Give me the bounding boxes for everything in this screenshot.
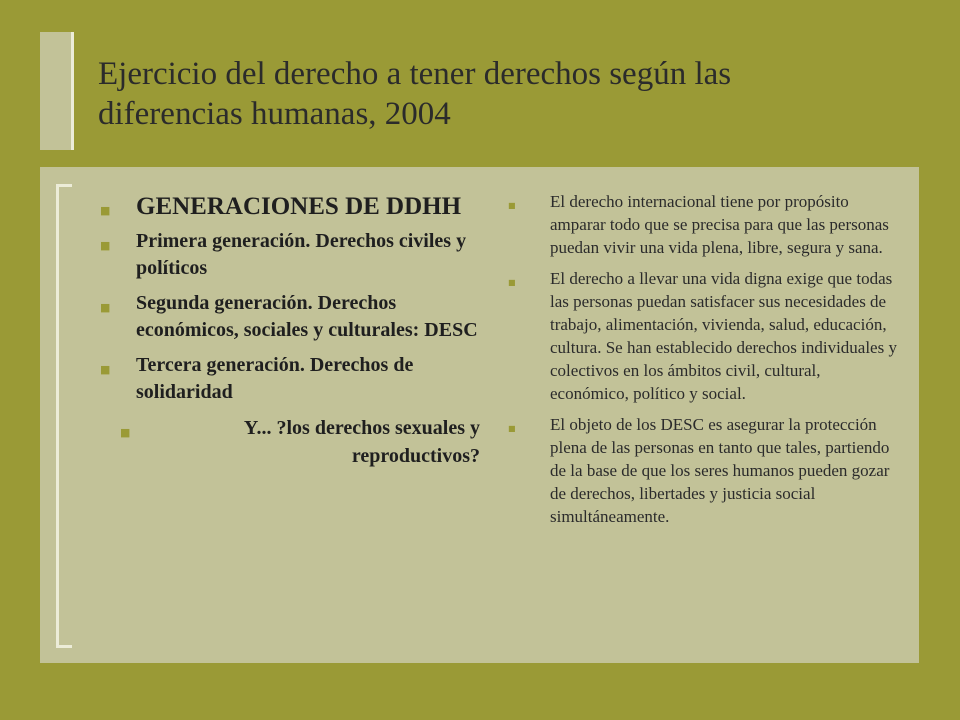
sub-list-item-text: Y... ?los derechos sexuales y reproductivos?: [243, 417, 480, 467]
list-item-text: Tercera generación. Derechos de solidaridad: [136, 354, 414, 403]
square-bullet-icon: ■: [100, 203, 111, 217]
square-bullet-icon: ■: [508, 200, 516, 210]
square-bullet-icon: ■: [100, 238, 111, 252]
right-column: [508, 190, 903, 536]
square-bullet-icon: ■: [120, 425, 131, 439]
title-line-2: diferencias humanas, 2004: [98, 96, 451, 132]
list-item: [100, 290, 480, 344]
slide-title: [98, 54, 938, 134]
square-bullet-icon: ■: [100, 362, 111, 376]
square-bullet-icon: ■: [508, 423, 516, 433]
paragraph-item: [508, 190, 903, 259]
list-item-heading: [100, 190, 480, 224]
square-bullet-icon: ■: [508, 277, 516, 287]
paragraph-item: [508, 267, 903, 405]
list-item-text: Primera generación. Derechos civiles y políticos: [136, 230, 467, 279]
left-column: [100, 190, 480, 470]
heading-text: GENERACIONES DE DDHH: [136, 193, 462, 220]
list-item-text: Segunda generación. Derechos económicos, sociales y culturales: DESC: [136, 292, 478, 341]
paragraph-text: El derecho internacional tiene por propósito amparar todo que se precisa para que las personas puedan vivir una vida plena, libre, segura y sana.: [550, 192, 889, 257]
paragraph-item: [508, 413, 903, 528]
list-item: [100, 352, 480, 406]
content-accent-bracket: [56, 184, 72, 648]
paragraph-text: El objeto de los DESC es asegurar la protección plena de las personas en tanto que tales, partiendo de la base de que los seres humanos pueden gozar de derechos, libertades y justicia social simultáneamente.: [550, 415, 890, 526]
sub-list-item: [100, 414, 480, 470]
list-item: [100, 228, 480, 282]
paragraph-text: El derecho a llevar una vida digna exige que todas las personas puedan satisfacer sus necesidades de trabajo, alimentación, vivienda, salud, educación, cultura. Se han establecido derechos individuales y colectivos en los ámbitos civil, cultural, económico, político y social.: [550, 269, 897, 403]
title-accent-bar: [40, 32, 74, 150]
square-bullet-icon: ■: [100, 300, 111, 314]
title-line-1: Ejercicio del derecho a tener derechos según las: [98, 56, 732, 92]
